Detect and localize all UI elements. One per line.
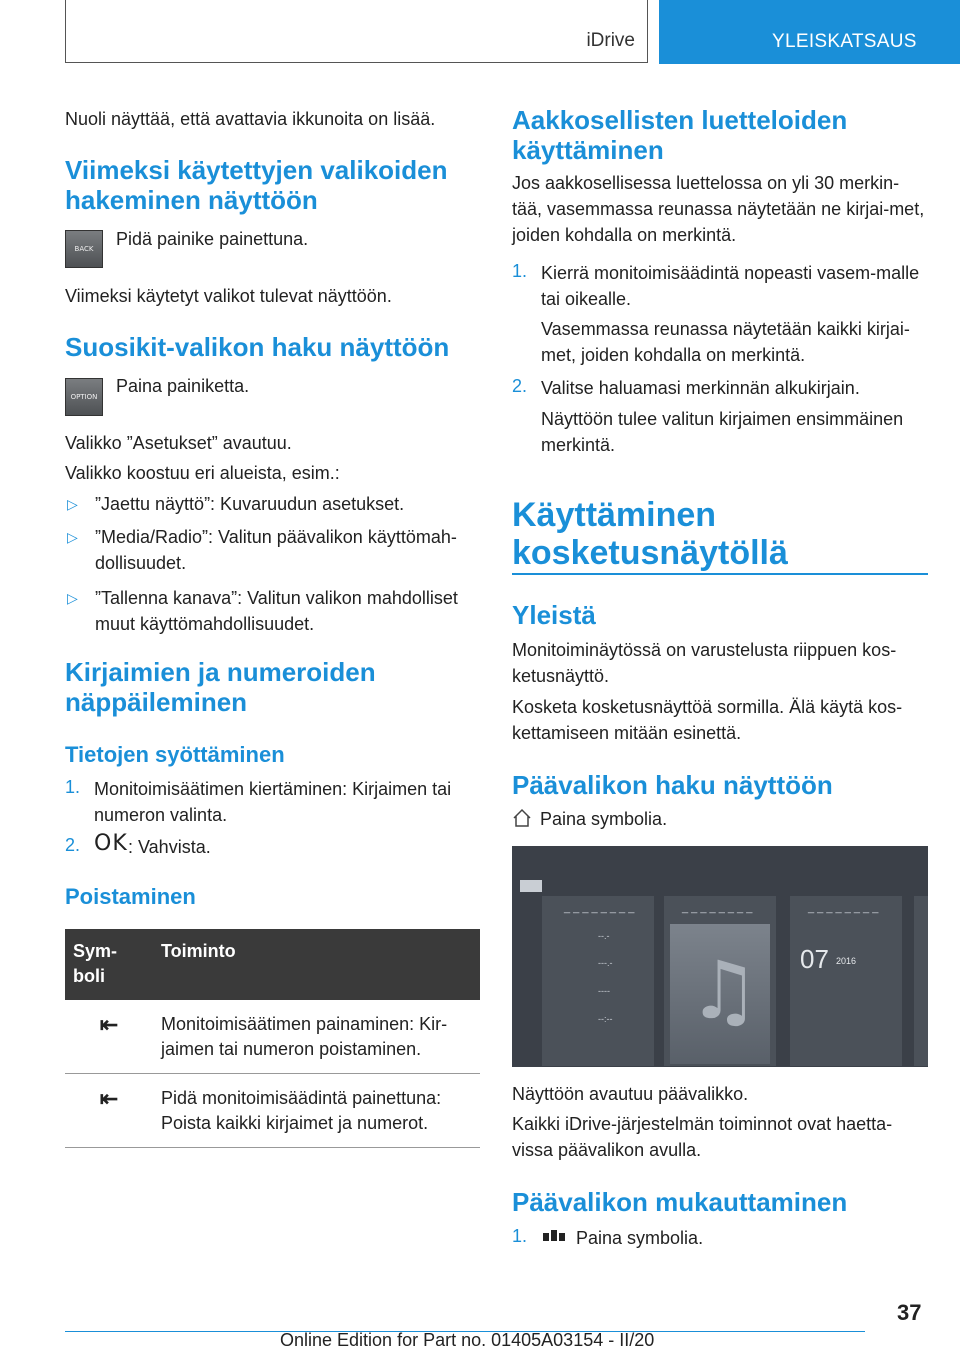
step-number: 1. xyxy=(65,777,81,797)
step-text: Kierrä monitoimisäädintä nopeasti vasem-malle tai oikealle. xyxy=(541,263,920,309)
delete-arrow-icon: ⇤ xyxy=(65,1074,153,1148)
main-menu-screenshot xyxy=(512,846,928,1067)
step-number: 2. xyxy=(512,376,528,396)
option-button-icon: OPTION xyxy=(65,378,103,416)
tile-value: --.- xyxy=(598,931,610,941)
heading-data-entry: Tietojen syöttäminen xyxy=(65,742,285,767)
triangle-bullet-icon: ▷ xyxy=(67,590,78,606)
press-button-text: Paina painiketta. xyxy=(116,376,250,396)
step-subtext: Näyttöön tulee valitun kirjaimen ensimmäinen merkintä. xyxy=(541,409,904,455)
step-text: Paina symbolia. xyxy=(576,1228,704,1248)
hold-button-text: Pidä painike painettuna. xyxy=(116,229,309,249)
delete-symbol-table xyxy=(65,929,480,1148)
main-menu-opens-text: Näyttöön avautuu päävalikko. xyxy=(512,1084,749,1104)
step-number: 2. xyxy=(65,835,81,855)
heading-delete: Poistaminen xyxy=(65,884,196,909)
tile-value: ---- xyxy=(598,986,610,996)
header-bar xyxy=(65,0,648,63)
general-text-2: Kosketa kosketusnäyttöä sormilla. Älä käytä kos-kettamiseen mitään esinettä. xyxy=(512,697,903,743)
chapter-title: YLEISKATSAUS xyxy=(772,31,917,52)
table-header-function: Toiminto xyxy=(153,929,480,1000)
section-divider xyxy=(512,573,928,575)
date-display: 07 xyxy=(800,944,829,974)
list-item xyxy=(65,585,480,645)
step-text: Monitoimisäätimen kiertäminen: Kirjaimen tai numeron valinta. xyxy=(94,779,452,825)
phone-tile xyxy=(790,896,902,1066)
heading-favorites: Suosikit-valikon haku näyttöön xyxy=(65,332,450,362)
bullet-text: ”Jaettu näyttö”: Kuvaruudun asetukset. xyxy=(95,494,405,514)
vehicle-tile xyxy=(542,896,654,1066)
home-icon xyxy=(512,808,532,828)
page-number: 37 xyxy=(897,1300,922,1325)
bullet-text: ”Media/Radio”: Valitun päävalikon käyttömah-dollisuudet. xyxy=(95,527,457,573)
tile-value: ---.- xyxy=(598,958,613,968)
table-cell: Pidä monitoimisäädintä painettuna: Poista kaikki kirjaimet ja numerot. xyxy=(153,1074,480,1148)
step-number: 1. xyxy=(512,1226,528,1246)
heading-alphabetical: Aakkosellisten luetteloiden käyttäminen xyxy=(512,105,848,165)
table-header-symbol: Sym-boli xyxy=(65,929,153,1000)
triangle-bullet-icon: ▷ xyxy=(67,529,78,545)
settings-opens-text: Valikko ”Asetukset” avautuu. xyxy=(65,433,292,453)
next-tile xyxy=(914,896,928,1066)
heading-input: Kirjaimien ja numeroiden näppäileminen xyxy=(65,657,376,717)
heading-touchscreen: Käyttäminen kosketusnäytöllä xyxy=(512,496,788,572)
tile-value: --:-- xyxy=(598,1014,613,1024)
all-functions-text: Kaikki iDrive-järjestelmän toiminnot ovat haetta-vissa päävalikon avulla. xyxy=(512,1114,893,1160)
table-row xyxy=(65,1074,480,1148)
step-number: 1. xyxy=(512,261,528,281)
arrow-note: Nuoli näyttää, että avattavia ikkunoita on lisää. xyxy=(65,109,436,129)
chapter-tab xyxy=(659,0,960,64)
media-tile xyxy=(664,896,776,1066)
step-subtext: Vasemmassa reunassa näytetään kaikki kirjai-met, joiden kohdalla on merkintä. xyxy=(541,319,910,365)
edition-footer: Online Edition for Part no. 01405A03154 - II/20 xyxy=(280,1330,655,1350)
triangle-bullet-icon: ▷ xyxy=(67,496,78,512)
step-text: : Vahvista. xyxy=(128,837,211,857)
tile-label: _ _ _ _ _ _ _ _ xyxy=(682,902,753,914)
section-name: iDrive xyxy=(586,30,635,51)
table-cell: Monitoimisäätimen painaminen: Kir-jaimen tai numeron poistaminen. xyxy=(153,1000,480,1074)
step-text: Valitse haluamasi merkinnän alkukirjain. xyxy=(541,378,860,398)
bullet-list xyxy=(65,491,480,645)
year-display: 2016 xyxy=(836,956,857,966)
delete-arrow-icon: ⇤ xyxy=(65,1000,153,1074)
general-text-1: Monitoiminäytössä on varustelusta riippuen kos-ketusnäyttö. xyxy=(512,640,897,686)
tile-label: _ _ _ _ _ _ _ _ xyxy=(564,902,635,914)
recent-menus-text: Viimeksi käytetyt valikot tulevat näyttöön. xyxy=(65,286,392,306)
back-button-icon: BACK xyxy=(65,230,103,268)
heading-general: Yleistä xyxy=(512,600,596,630)
heading-main-menu: Päävalikon haku näyttöön xyxy=(512,770,833,800)
menu-layout-icon xyxy=(520,880,542,892)
menu-areas-text: Valikko koostuu eri alueista, esim.: xyxy=(65,463,340,483)
ok-symbol-icon: OK xyxy=(94,831,128,856)
tile-label: _ _ _ _ _ _ _ _ xyxy=(808,902,879,914)
list-item xyxy=(65,524,480,585)
heading-recent-menus: Viimeksi käytettyjen valikoiden hakeminen näyttöön xyxy=(65,155,448,215)
press-symbol-text: Paina symbolia. xyxy=(540,809,668,829)
menu-customize-icon xyxy=(543,1230,565,1241)
music-note-icon: ♫ xyxy=(670,924,770,1064)
bullet-text: ”Tallenna kanava”: Valitun valikon mahdolliset muut käyttömahdollisuudet. xyxy=(95,588,458,634)
table-row xyxy=(65,1000,480,1074)
list-item xyxy=(65,491,480,524)
heading-customize: Päävalikon mukauttaminen xyxy=(512,1187,848,1217)
alphabetical-text: Jos aakkosellisessa luettelossa on yli 30 merkin-tää, vasemmassa reunassa näytetään ne kirjai-met, joiden kohdalla on merkintä. xyxy=(512,173,925,245)
